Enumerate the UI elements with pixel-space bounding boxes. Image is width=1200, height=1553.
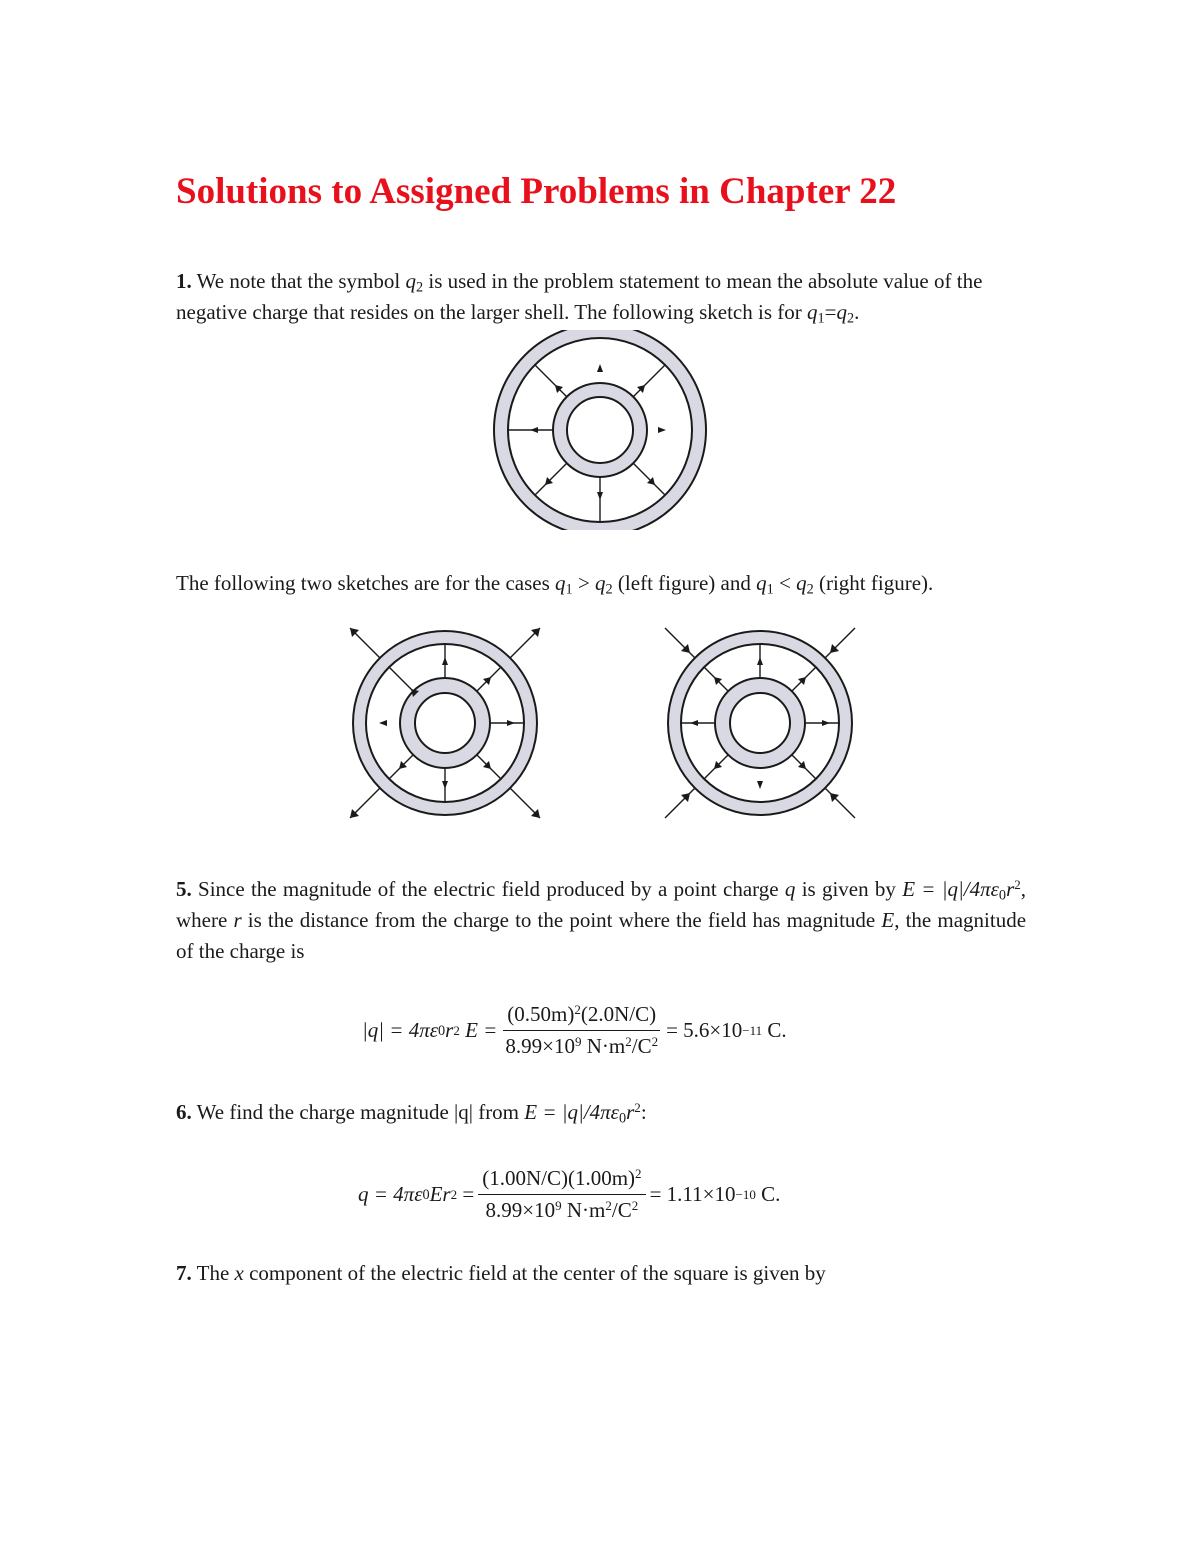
- superscript: 9: [574, 1033, 582, 1049]
- denominator: [501, 1031, 662, 1059]
- equation-lhs: |q| = 4πε: [362, 1018, 439, 1042]
- numerator: [478, 1166, 645, 1195]
- symbol-r: r: [1006, 877, 1015, 901]
- field-line: [825, 628, 855, 658]
- subscript: 1: [766, 581, 774, 598]
- field-line: [510, 788, 540, 818]
- subscript: 0: [618, 1110, 627, 1127]
- subscript: 1: [565, 581, 573, 598]
- problem-7-paragraph: [176, 1258, 1026, 1289]
- denominator-part: 8.99×10: [485, 1198, 556, 1222]
- field-formula: E = |q|/4πε: [524, 1100, 619, 1124]
- problem-number: 7.: [176, 1261, 192, 1285]
- superscript: 2: [605, 1197, 612, 1213]
- problem-7-text: component of the electric field at the center of the square is given by: [249, 1261, 826, 1285]
- comparison-text: The following two sketches are for the cases: [176, 571, 550, 595]
- symbol-r: r: [233, 908, 242, 932]
- numerator-part: (1.00N/C)(1.00m): [482, 1166, 636, 1190]
- symbol-q: q: [555, 571, 566, 595]
- symbol-r: r: [445, 1018, 454, 1042]
- symbol-q: q: [595, 571, 606, 595]
- field-line: [350, 788, 380, 818]
- comparison-text: (right figure).: [818, 571, 934, 595]
- problem-5-text: , where: [176, 877, 1027, 932]
- problem-1-text: We note that the symbol: [196, 269, 401, 293]
- symbol-q: q: [806, 300, 818, 324]
- field-line: [350, 628, 380, 658]
- problem-7-text: The: [196, 1261, 230, 1285]
- comparison-intro: [176, 568, 1026, 599]
- problem-5-text: is given by: [801, 877, 896, 901]
- superscript: 2: [635, 1165, 642, 1181]
- superscript: 2: [1014, 876, 1021, 892]
- symbol-x: x: [234, 1261, 244, 1285]
- symbol-q: q: [836, 300, 847, 324]
- field-line: [665, 628, 695, 658]
- problem-5-text: Since the magnitude of the electric field produced by a point charge: [198, 877, 779, 901]
- problem-5-text: is the distance from the charge to the point where the field has magnitude: [247, 908, 876, 932]
- field-diagram-q1-less: [655, 618, 865, 828]
- problem-5-text: , the magnitude of the charge is: [176, 908, 1027, 963]
- problem-6-text: We find the charge magnitude |q| from: [196, 1100, 520, 1124]
- field-line: [825, 788, 855, 818]
- superscript: 2: [574, 1001, 581, 1017]
- superscript: 2: [631, 1197, 639, 1213]
- equation-lhs-tail: Er: [429, 1182, 451, 1206]
- field-diagram-q1-greater: [340, 618, 550, 828]
- problem-number: 1.: [176, 269, 192, 293]
- field-line: [665, 788, 695, 818]
- field-line: [510, 628, 540, 658]
- denominator-part: 8.99×10: [505, 1034, 575, 1058]
- symbol-q: q: [784, 877, 796, 901]
- symbol-q: q: [756, 571, 767, 595]
- denominator-units: N·m: [566, 1198, 606, 1222]
- denominator-units: /C: [611, 1198, 632, 1222]
- equals-sign: =: [824, 300, 837, 324]
- superscript: 2: [634, 1099, 641, 1115]
- comparison-text: (left figure) and: [617, 571, 751, 595]
- page-title: Solutions to Assigned Problems in Chapter 22: [176, 171, 897, 212]
- problem-number: 6.: [176, 1100, 192, 1124]
- superscript: 2: [625, 1033, 632, 1049]
- field-diagram-equal: [490, 330, 710, 530]
- equation-lhs: q = 4πε: [358, 1182, 423, 1206]
- field-formula: E = |q|/4πε: [902, 877, 999, 901]
- denominator-units: /C: [631, 1034, 652, 1058]
- subscript: 0: [998, 887, 1007, 904]
- problem-1-paragraph: [176, 266, 1026, 328]
- problem-6-paragraph: [176, 1097, 1026, 1128]
- equation-problem-6: q = 4πε 0 Er 2 = $\frac{(1.00N/C)(1.00m)^2}{8.99\times 10^9 N\cdot m^2/C^2}$ = 1.11×10 −10 C.: [358, 1165, 781, 1222]
- period: .: [854, 300, 860, 324]
- equation-problem-5: |q| = 4πε 0 r 2 E = $\frac{(0.50m)^2(2.0N/C)}{8.99\times 10^9 N\cdot m^2/C^2}$ = 5.6×10 −11 C.: [362, 1001, 787, 1058]
- superscript: 2: [651, 1033, 659, 1049]
- numerator: [503, 1002, 660, 1031]
- colon: :: [640, 1100, 647, 1124]
- symbol-r: r: [626, 1100, 635, 1124]
- result-unit: C.: [761, 1182, 781, 1206]
- symbol-q: q: [405, 269, 416, 293]
- symbol-q: q: [796, 571, 807, 595]
- fraction: [478, 1166, 645, 1223]
- problem-number: 5.: [176, 877, 192, 901]
- fraction: [501, 1002, 662, 1059]
- subscript: 1: [817, 310, 825, 327]
- symbol-E: E =: [465, 1018, 498, 1042]
- problem-1-text: is used in the problem statement to mean the absolute value of the negative charge that resides on the larger shell. The following sketch is for: [176, 269, 983, 324]
- superscript: 9: [555, 1197, 562, 1213]
- result-unit: C.: [767, 1018, 787, 1042]
- denominator: [482, 1195, 643, 1223]
- equals-sign: =: [462, 1182, 475, 1206]
- numerator-part: (0.50m): [507, 1002, 575, 1026]
- subscript: 2: [415, 279, 424, 296]
- less-than: <: [779, 571, 791, 595]
- equation-result: = 1.11×10: [649, 1182, 736, 1206]
- subscript: 2: [806, 581, 814, 598]
- greater-than: >: [577, 571, 590, 595]
- problem-5-paragraph: 5. Since the magnitude of the electric field produced by a point charge q is given by $E = |q|/4\pi\varepsilon_0r^2$, where r is the distance from the charge to the point where the field has magnitude E, the magnitude of the charge is: [176, 876, 1027, 963]
- equation-result: = 5.6×10: [666, 1018, 743, 1042]
- denominator-units: N·m: [586, 1034, 626, 1058]
- numerator-part: (2.0N/C): [580, 1002, 657, 1026]
- subscript: 2: [846, 310, 855, 327]
- subscript: 2: [605, 581, 613, 598]
